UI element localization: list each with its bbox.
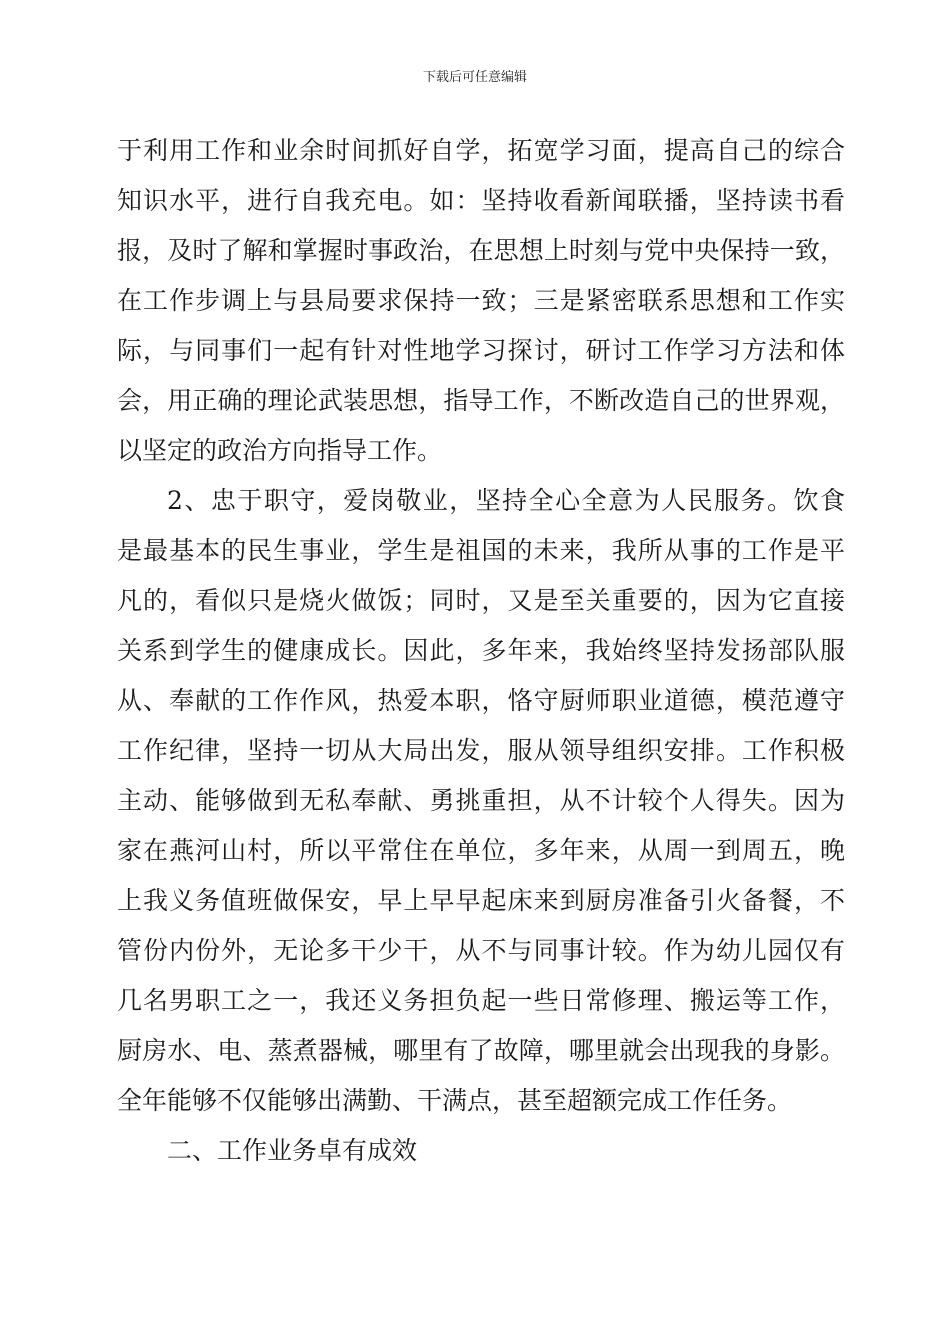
paragraph-2 [117, 476, 845, 1126]
header-note: 下载后可任意编辑 [422, 70, 527, 85]
text-line: 于利用工作和业余时间抓好自学，拓宽学习面，提高自己的综合 [117, 136, 845, 165]
text-line: 报，及时了解和掌握时事政治，在思想上时刻与党中央保持一致， [117, 236, 845, 265]
text-line: 际，与同事们一起有针对性地学习探讨，研讨工作学习方法和体 [117, 336, 845, 365]
body-text [117, 126, 845, 1176]
text-line: 在工作步调上与县局要求保持一致；三是紧密联系思想和工作实 [117, 286, 845, 315]
section-heading [117, 1126, 845, 1176]
text-line: 几名男职工之一，我还义务担负起一些日常修理、搬运等工作， [117, 986, 845, 1015]
text-line: 家在燕河山村，所以平常住在单位，多年来，从周一到周五，晚 [117, 836, 845, 865]
paragraph-1 [117, 126, 845, 476]
text-line: 是最基本的民生事业，学生是祖国的未来，我所从事的工作是平 [117, 536, 845, 565]
text-line: 以坚定的政治方向指导工作。 [117, 436, 443, 465]
text-line: 凡的，看似只是烧火做饭；同时，又是至关重要的，因为它直接 [117, 586, 845, 615]
text-line: 会，用正确的理论武装思想，指导工作，不断改造自己的世界观， [117, 386, 845, 415]
text-line: 从、奉献的工作作风，热爱本职，恪守厨师职业道德，模范遵守 [117, 686, 845, 715]
text-line: 2、忠于职守，爱岗敬业，坚持全心全意为人民服务。饮食 [167, 486, 845, 515]
section-heading-text: 二、工作业务卓有成效 [167, 1136, 418, 1165]
text-line: 全年能够不仅能够出满勤、干满点，甚至超额完成工作任务。 [117, 1086, 793, 1115]
text-line: 工作纪律，坚持一切从大局出发，服从领导组织安排。工作积极 [117, 736, 845, 765]
text-line: 关系到学生的健康成长。因此，多年来，我始终坚持发扬部队服 [117, 636, 845, 665]
text-line: 知识水平，进行自我充电。如：坚持收看新闻联播，坚持读书看 [117, 186, 845, 215]
text-line: 主动、能够做到无私奉献、勇挑重担，从不计较个人得失。因为 [117, 786, 845, 815]
text-line: 厨房水、电、蒸煮器械，哪里有了故障，哪里就会出现我的身影。 [117, 1036, 845, 1065]
text-line: 管份内份外，无论多干少干，从不与同事计较。作为幼儿园仅有 [117, 936, 845, 965]
text-line: 上我义务值班做保安，早上早早起床来到厨房准备引火备餐，不 [117, 886, 845, 915]
